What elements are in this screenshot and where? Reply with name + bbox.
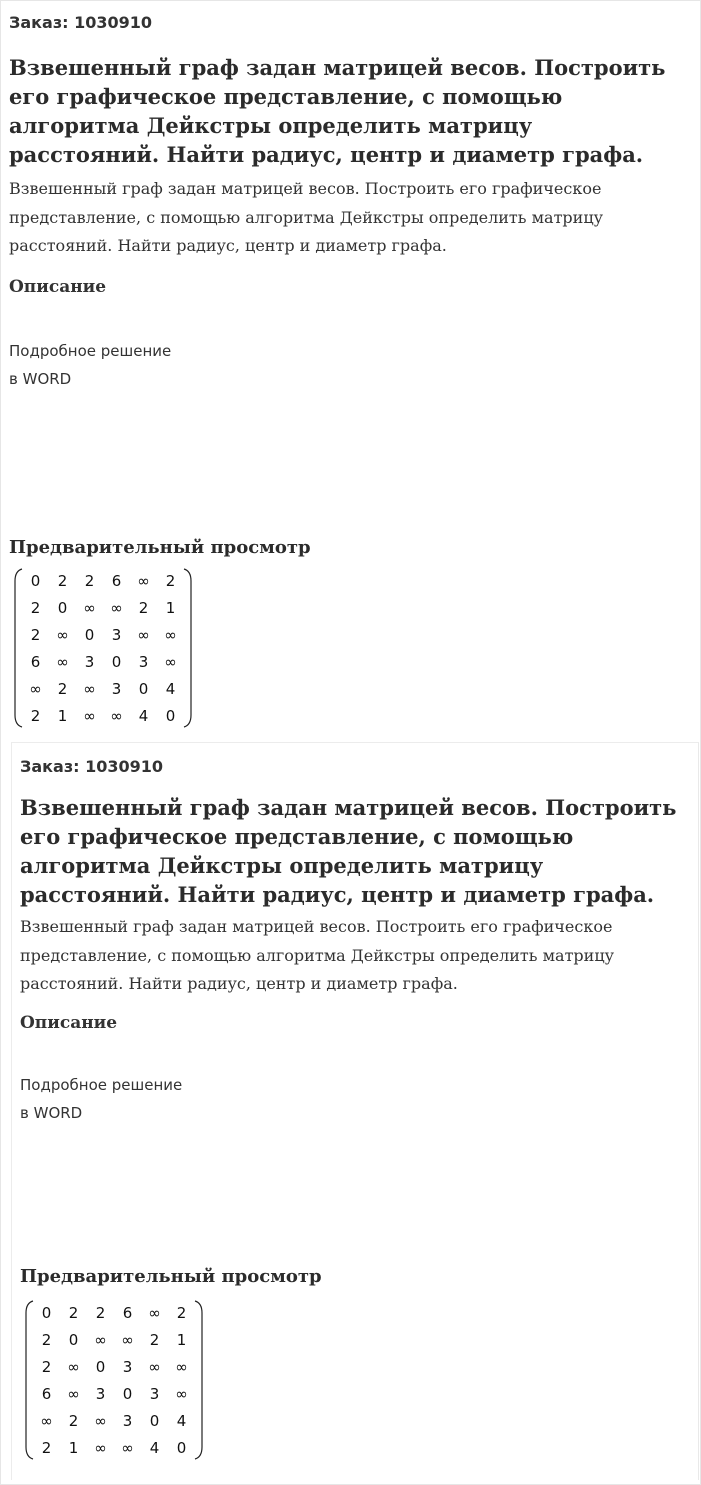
matrix-cell: 2 <box>68 1411 79 1430</box>
matrix-cell: 3 <box>111 679 122 698</box>
matrix-cell: 2 <box>41 1330 52 1349</box>
matrix-cell: 2 <box>84 571 95 590</box>
matrix-cell: 3 <box>95 1384 106 1403</box>
matrix-cell: 2 <box>149 1330 160 1349</box>
matrix-cell: 2 <box>30 598 41 617</box>
matrix-cell: 0 <box>111 652 122 671</box>
matrix-cell: 0 <box>30 571 41 590</box>
matrix-cell: ∞ <box>94 1411 107 1430</box>
matrix-cell: ∞ <box>121 1330 134 1349</box>
matrix-cell: 0 <box>84 625 95 644</box>
matrix-cell: 0 <box>165 706 176 725</box>
matrix-cell: 2 <box>165 571 176 590</box>
matrix-cell: 3 <box>122 1357 133 1376</box>
order-card-repeat <box>11 742 699 1480</box>
matrix-table <box>33 1299 195 1461</box>
matrix-cell: 4 <box>165 679 176 698</box>
matrix-cell: 2 <box>57 679 68 698</box>
matrix-cell: 1 <box>176 1330 187 1349</box>
matrix-cell: 0 <box>57 598 68 617</box>
matrix-cell: 4 <box>176 1411 187 1430</box>
matrix-cell: ∞ <box>175 1357 188 1376</box>
matrix-cell: ∞ <box>83 679 96 698</box>
task-text: Взвешенный граф задан матрицей весов. Построить его графическое представление, с помощью алгоритма Дейкстры определить матрицу расстояний. Найти радиус, центр и диаметр графа. <box>20 917 615 993</box>
matrix-cell: 0 <box>122 1384 133 1403</box>
matrix-cell: ∞ <box>137 625 150 644</box>
matrix-row <box>22 621 184 648</box>
preview-matrix <box>24 1299 204 1461</box>
matrix-cell: ∞ <box>94 1438 107 1457</box>
matrix-row <box>33 1434 195 1461</box>
preview-matrix <box>13 567 193 729</box>
matrix-cell: ∞ <box>175 1384 188 1403</box>
matrix-cell: 0 <box>138 679 149 698</box>
matrix-cell: 2 <box>30 706 41 725</box>
matrix-cell: ∞ <box>121 1438 134 1457</box>
matrix-cell: 4 <box>149 1438 160 1457</box>
preview-heading: Предварительный просмотр <box>9 537 311 558</box>
description-text <box>9 337 171 393</box>
matrix-body <box>22 567 184 729</box>
matrix-cell: 0 <box>176 1438 187 1457</box>
matrix-cell: ∞ <box>164 652 177 671</box>
matrix-cell: ∞ <box>29 679 42 698</box>
matrix-cell: 0 <box>95 1357 106 1376</box>
matrix-row <box>22 648 184 675</box>
description-line: в WORD <box>9 370 72 388</box>
matrix-cell: ∞ <box>83 706 96 725</box>
matrix-cell: ∞ <box>56 652 69 671</box>
matrix-cell: 2 <box>138 598 149 617</box>
description-heading: Описание <box>9 277 107 297</box>
matrix-row <box>22 702 184 729</box>
page-title: Взвешенный граф задан матрицей весов. Построить его графическое представление, с помощью алгоритма Дейкстры определить матрицу расстояний. Найти радиус, центр и диаметр графа. <box>20 795 677 907</box>
matrix-cell: 3 <box>84 652 95 671</box>
matrix-cell: ∞ <box>137 571 150 590</box>
matrix-cell: ∞ <box>67 1357 80 1376</box>
matrix-row <box>33 1380 195 1407</box>
order-number: Заказ: 1030910 <box>20 757 164 776</box>
description-heading: Описание <box>20 1013 118 1033</box>
matrix-table <box>22 567 184 729</box>
matrix-cell: 3 <box>122 1411 133 1430</box>
matrix-cell: 2 <box>95 1303 106 1322</box>
description-line: Подробное решение <box>20 1076 183 1094</box>
matrix-cell: ∞ <box>83 598 96 617</box>
matrix-cell: 2 <box>68 1303 79 1322</box>
matrix-cell: ∞ <box>40 1411 53 1430</box>
matrix-cell: ∞ <box>67 1384 80 1403</box>
description-line: Подробное решение <box>9 342 172 360</box>
matrix-cell: ∞ <box>94 1330 107 1349</box>
description-text <box>20 1071 182 1127</box>
matrix-row <box>22 594 184 621</box>
matrix-cell: 6 <box>41 1384 52 1403</box>
matrix-cell: 3 <box>111 625 122 644</box>
matrix-cell: 1 <box>57 706 68 725</box>
matrix-cell: 0 <box>68 1330 79 1349</box>
matrix-cell: 0 <box>41 1303 52 1322</box>
matrix-cell: 6 <box>122 1303 133 1322</box>
matrix-cell: ∞ <box>110 598 123 617</box>
order-number: Заказ: 1030910 <box>9 13 153 32</box>
matrix-cell: 4 <box>138 706 149 725</box>
matrix-row <box>33 1353 195 1380</box>
matrix-row <box>33 1326 195 1353</box>
matrix-cell: 6 <box>111 571 122 590</box>
matrix-cell: 6 <box>30 652 41 671</box>
matrix-cell: ∞ <box>148 1357 161 1376</box>
matrix-cell: ∞ <box>148 1303 161 1322</box>
matrix-cell: ∞ <box>110 706 123 725</box>
matrix-body <box>33 1299 195 1461</box>
matrix-cell: ∞ <box>56 625 69 644</box>
matrix-row <box>22 567 184 594</box>
matrix-cell: ∞ <box>164 625 177 644</box>
task-text: Взвешенный граф задан матрицей весов. Построить его графическое представление, с помощью алгоритма Дейкстры определить матрицу расстояний. Найти радиус, центр и диаметр графа. <box>9 179 604 255</box>
description-line: в WORD <box>20 1104 83 1122</box>
matrix-cell: 3 <box>149 1384 160 1403</box>
matrix-cell: 0 <box>149 1411 160 1430</box>
matrix-row <box>33 1407 195 1434</box>
matrix-cell: 1 <box>68 1438 79 1457</box>
matrix-row <box>22 675 184 702</box>
matrix-cell: 1 <box>165 598 176 617</box>
matrix-cell: 3 <box>138 652 149 671</box>
matrix-cell: 2 <box>41 1438 52 1457</box>
page-title: Взвешенный граф задан матрицей весов. Построить его графическое представление, с помощью алгоритма Дейкстры определить матрицу расстояний. Найти радиус, центр и диаметр графа. <box>9 55 666 167</box>
matrix-cell: 2 <box>176 1303 187 1322</box>
matrix-cell: 2 <box>30 625 41 644</box>
preview-heading: Предварительный просмотр <box>20 1266 322 1287</box>
matrix-row <box>33 1299 195 1326</box>
matrix-cell: 2 <box>57 571 68 590</box>
matrix-cell: 2 <box>41 1357 52 1376</box>
